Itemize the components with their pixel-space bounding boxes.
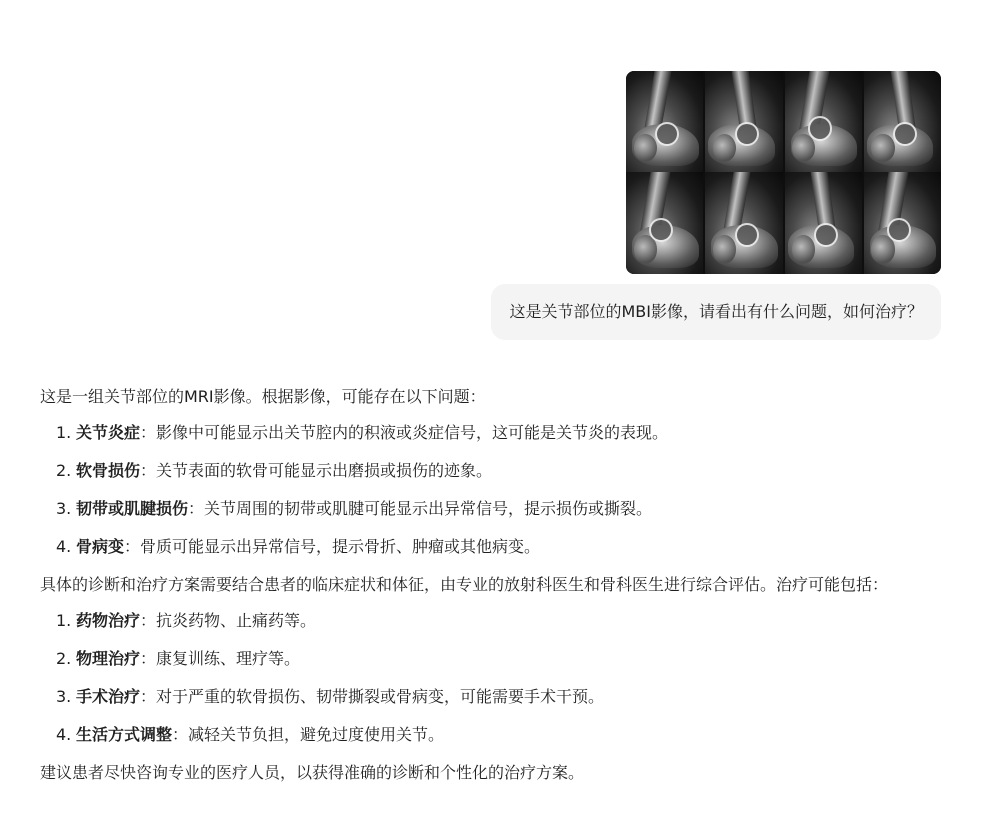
list-item: 3. 韧带或肌腱损伤：关节周围的韧带或肌腱可能显示出异常信号，提示损伤或撕裂。 bbox=[56, 499, 653, 518]
assistant-middle: 具体的诊断和治疗方案需要结合患者的临床症状和体征，由专业的放射科医生和骨科医生进行综合评估。治疗可能包括： bbox=[40, 575, 889, 594]
assistant-closing: 建议患者尽快咨询专业的医疗人员，以获得准确的诊断和个性化的治疗方案。 bbox=[40, 763, 585, 782]
mri-slice bbox=[626, 172, 703, 274]
list-item: 4. 生活方式调整：减轻关节负担，避免过度使用关节。 bbox=[56, 725, 445, 744]
list-item: 1. 关节炎症：影像中可能显示出关节腔内的积液或炎症信号，这可能是关节炎的表现。 bbox=[56, 423, 669, 442]
mri-image-attachment[interactable] bbox=[626, 71, 941, 274]
problem-list bbox=[40, 421, 942, 559]
mri-slice bbox=[785, 71, 862, 172]
list-item: 2. 软骨损伤：关节表面的软骨可能显示出磨损或损伤的迹象。 bbox=[56, 461, 493, 480]
list-item: 3. 手术治疗：对于严重的软骨损伤、韧带撕裂或骨病变，可能需要手术干预。 bbox=[56, 687, 605, 706]
assistant-intro: 这是一组关节部位的MRI影像。根据影像，可能存在以下问题： bbox=[40, 387, 486, 406]
mri-slice bbox=[864, 71, 941, 172]
list-item: 2. 物理治疗：康复训练、理疗等。 bbox=[56, 649, 301, 668]
mri-image-row-top bbox=[626, 71, 941, 172]
user-message-bubble: 这是关节部位的MBI影像，请看出有什么问题，如何治疗？ bbox=[491, 284, 941, 340]
mri-slice bbox=[705, 172, 782, 274]
list-item: 1. 药物治疗：抗炎药物、止痛药等。 bbox=[56, 611, 317, 630]
list-item: 4. 骨病变：骨质可能显示出异常信号，提示骨折、肿瘤或其他病变。 bbox=[56, 537, 541, 556]
assistant-message bbox=[40, 385, 942, 785]
mri-slice bbox=[864, 172, 941, 274]
mri-slice bbox=[785, 172, 862, 274]
mri-slice bbox=[626, 71, 703, 172]
user-message bbox=[491, 71, 941, 340]
treatment-list bbox=[40, 609, 942, 747]
mri-image-row-bottom bbox=[626, 172, 941, 274]
mri-slice bbox=[705, 71, 782, 172]
